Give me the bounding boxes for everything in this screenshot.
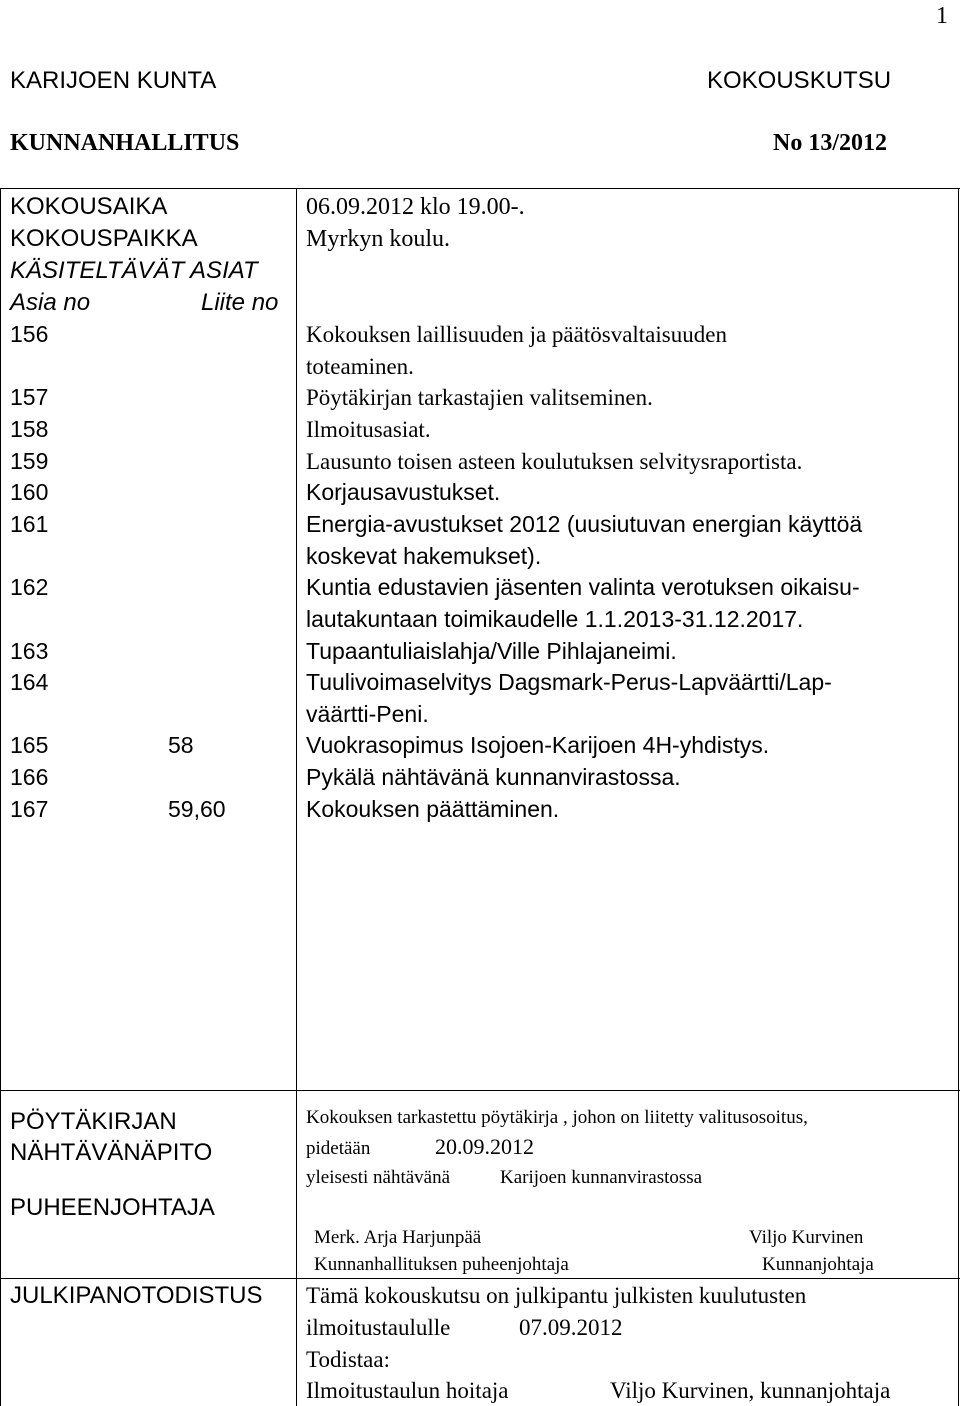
posting-board-prefix: ilmoitustaululle [306,1315,451,1340]
agenda-item-title-line: väärtti-Peni. [306,700,429,727]
municipality-name: KARIJOEN KUNTA [10,67,217,94]
agenda-item-title-line: Pöytäkirjan tarkastajien valitseminen. [306,385,653,411]
agenda-item-title-line: lautakuntaan toimikaudelle 1.1.2013-31.12.2017. [306,605,804,632]
agenda-item-title-line: Korjausavustukset. [306,479,501,506]
agenda-item-title-line: Kokouksen laillisuuden ja päätösvaltaisuuden [306,322,727,347]
table-left-border [0,188,1,1406]
agenda-item-title-line: Ilmoitusasiat. [306,416,431,442]
posting-line1: Tämä kokouskutsu on julkipantu julkisten kuulutusten [306,1283,807,1308]
section-divider [0,1090,960,1091]
minutes-label-line1: PÖYTÄKIRJAN [10,1108,177,1135]
agenda-item-number: 162 [10,574,49,601]
chair-signer2-name: Viljo Kurvinen [749,1227,864,1248]
agenda-item-number: 157 [10,384,49,411]
chair-label: PUHEENJOHTAJA [10,1194,215,1221]
table-right-border [958,188,959,1406]
minutes-display-date: 20.09.2012 [435,1134,534,1159]
agenda-column-asia: Asia no [10,289,91,316]
agenda-item-number: 163 [10,637,49,664]
minutes-label-line2: NÄHTÄVÄNÄPITO [10,1139,213,1166]
agenda-item-number: 156 [10,321,49,347]
column-divider [296,188,297,1406]
posting-date: 07.09.2012 [519,1315,623,1340]
board-name: KUNNANHALLITUS [10,130,240,156]
agenda-item-attachment: 58 [168,732,194,759]
minutes-display-prefix: pidetään [306,1138,371,1159]
posting-divider [0,1278,960,1279]
agenda-item-title-line: koskevat hakemukset). [306,542,542,569]
minutes-public-prefix: yleisesti nähtävänä [306,1167,451,1188]
agenda-item-title-line: Kokouksen päättäminen. [306,795,560,822]
meeting-place-label: KOKOUSPAIKKA [10,225,198,252]
posting-label: JULKIPANOTODISTUS [10,1282,263,1309]
chair-signer2-title: Kunnanjohtaja [762,1254,874,1275]
agenda-item-title-line: Pykälä nähtävänä kunnanvirastossa. [306,764,681,791]
agenda-item-title-line: Kuntia edustavien jäsenten valinta verotuksen oikaisu- [306,574,860,601]
meeting-number: No 13/2012 [773,130,887,156]
posting-witness-label: Todistaa: [306,1347,390,1372]
agenda-column-liite: Liite no [201,289,279,316]
agenda-item-number: 158 [10,415,49,442]
agenda-item-attachment: 59,60 [168,795,226,822]
agenda-item-title-line: Vuokrasopimus Isojoen-Karijoen 4H-yhdistys. [306,732,770,759]
agenda-item-number: 160 [10,479,49,506]
chair-signer1-title: Kunnanhallituksen puheenjohtaja [314,1254,569,1275]
meeting-time-value: 06.09.2012 klo 19.00-. [306,194,525,220]
page-number: 1 [936,3,948,29]
meeting-time-label: KOKOUSAIKA [10,193,168,220]
agenda-item-number: 161 [10,510,49,537]
agenda-item-number: 165 [10,732,49,759]
agenda-item-number: 164 [10,669,49,696]
agenda-item-number: 166 [10,764,49,791]
agenda-item-title-line: Lausunto toisen asteen koulutuksen selvitysraportista. [306,448,803,474]
minutes-line1: Kokouksen tarkastettu pöytäkirja , johon on liitetty valitusosoitus, [306,1107,808,1128]
chair-signer1-name: Merk. Arja Harjunpää [314,1227,482,1248]
posting-signer: Viljo Kurvinen, kunnanjohtaja [610,1378,891,1403]
minutes-public-place: Karijoen kunnanvirastossa [500,1167,703,1188]
agenda-item-number: 167 [10,795,49,822]
agenda-item-title-line: toteaminen. [306,353,414,379]
posting-board-keeper: Ilmoitustaulun hoitaja [306,1378,509,1403]
meeting-place-value: Myrkyn koulu. [306,226,450,252]
agenda-item-title-line: Energia-avustukset 2012 (uusiutuvan energian käyttöä [306,510,863,537]
agenda-item-number: 159 [10,447,49,474]
document-type: KOKOUSKUTSU [707,67,892,94]
agenda-item-title-line: Tuulivoimaselvitys Dagsmark-Perus-Lapväärtti/Lap- [306,669,832,696]
agenda-heading: KÄSITELTÄVÄT ASIAT [10,257,258,284]
agenda-item-title-line: Tupaantuliaislahja/Ville Pihlajaneimi. [306,637,677,664]
table-top-border [0,188,960,189]
